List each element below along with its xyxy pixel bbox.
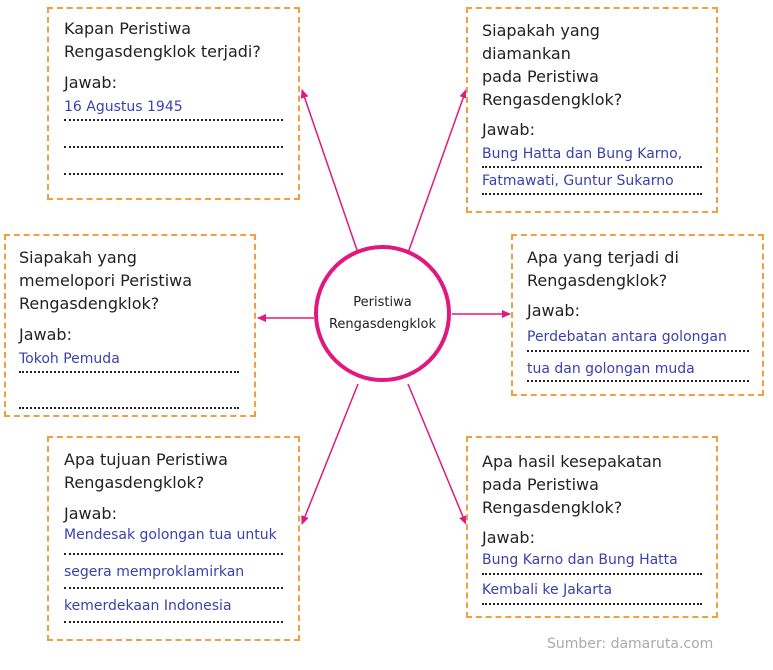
arrow-bottom-right xyxy=(408,384,466,524)
question-line: Rengasdengklok terjadi? xyxy=(64,42,261,61)
answer-line[interactable] xyxy=(19,373,239,409)
answer-line[interactable]: Mendesak golongan tua untuk xyxy=(64,525,283,555)
answer-label: Jawab: xyxy=(64,73,117,92)
center-title-line: Rengasdengklok xyxy=(328,316,437,332)
source-caption: Sumber: damaruta.com xyxy=(547,636,714,652)
card-mid-right xyxy=(511,234,764,396)
center-topic-circle xyxy=(314,245,451,382)
answer-line[interactable]: Perdebatan antara golongan xyxy=(527,322,749,352)
answer-label: Jawab: xyxy=(482,528,535,547)
answer-line[interactable]: Fatmawati, Guntur Sukarno xyxy=(482,168,702,195)
answer-line[interactable] xyxy=(64,121,283,148)
answer-label: Jawab: xyxy=(527,301,580,320)
answer-label: Jawab: xyxy=(482,120,535,139)
question-line: Rengasdengklok? xyxy=(527,271,668,290)
card-top-left xyxy=(47,7,300,200)
card-mid-left xyxy=(4,234,256,417)
answer-line[interactable] xyxy=(64,148,283,175)
answer-label: Jawab: xyxy=(64,504,117,523)
answer-line[interactable]: 16 Agustus 1945 xyxy=(64,94,283,121)
answer-line[interactable]: Kembali ke Jakarta xyxy=(482,575,702,605)
question-line: Siapakah yang xyxy=(482,21,600,40)
arrow-top-left xyxy=(302,90,358,253)
arrow-bottom-left xyxy=(302,384,358,524)
question-line: memelopori Peristiwa xyxy=(19,271,193,290)
answer-line[interactable]: tua dan golongan muda xyxy=(527,352,749,382)
answer-line[interactable]: Bung Karno dan Bung Hatta xyxy=(482,549,702,575)
question-line: Siapakah yang xyxy=(19,248,137,267)
question-line: Rengasdengklok? xyxy=(64,473,205,492)
question-line: pada Peristiwa xyxy=(482,475,599,494)
question-line: Rengasdengklok? xyxy=(482,498,623,517)
question-line: Apa hasil kesepakatan xyxy=(482,452,662,471)
question-line: Rengasdengklok? xyxy=(482,90,623,109)
question-line: Rengasdengklok? xyxy=(19,294,160,313)
answer-line[interactable]: kemerdekaan Indonesia xyxy=(64,589,283,623)
center-title-line: Peristiwa xyxy=(353,294,412,310)
answer-label: Jawab: xyxy=(19,325,72,344)
arrow-top-right xyxy=(408,90,466,253)
answer-line[interactable]: segera memproklamirkan xyxy=(64,555,283,589)
question-line: Apa yang terjadi di xyxy=(527,248,679,267)
question-line: Kapan Peristiwa xyxy=(64,19,192,38)
card-top-right xyxy=(466,7,718,213)
answer-line[interactable]: Bung Hatta dan Bung Karno, xyxy=(482,141,702,168)
question-line: Apa tujuan Peristiwa xyxy=(64,450,228,469)
answer-line[interactable]: Tokoh Pemuda xyxy=(19,346,239,373)
question-line: pada Peristiwa xyxy=(482,67,599,86)
card-bottom-left xyxy=(47,436,300,641)
card-bottom-right xyxy=(466,436,718,618)
question-line: diamankan xyxy=(482,44,571,63)
